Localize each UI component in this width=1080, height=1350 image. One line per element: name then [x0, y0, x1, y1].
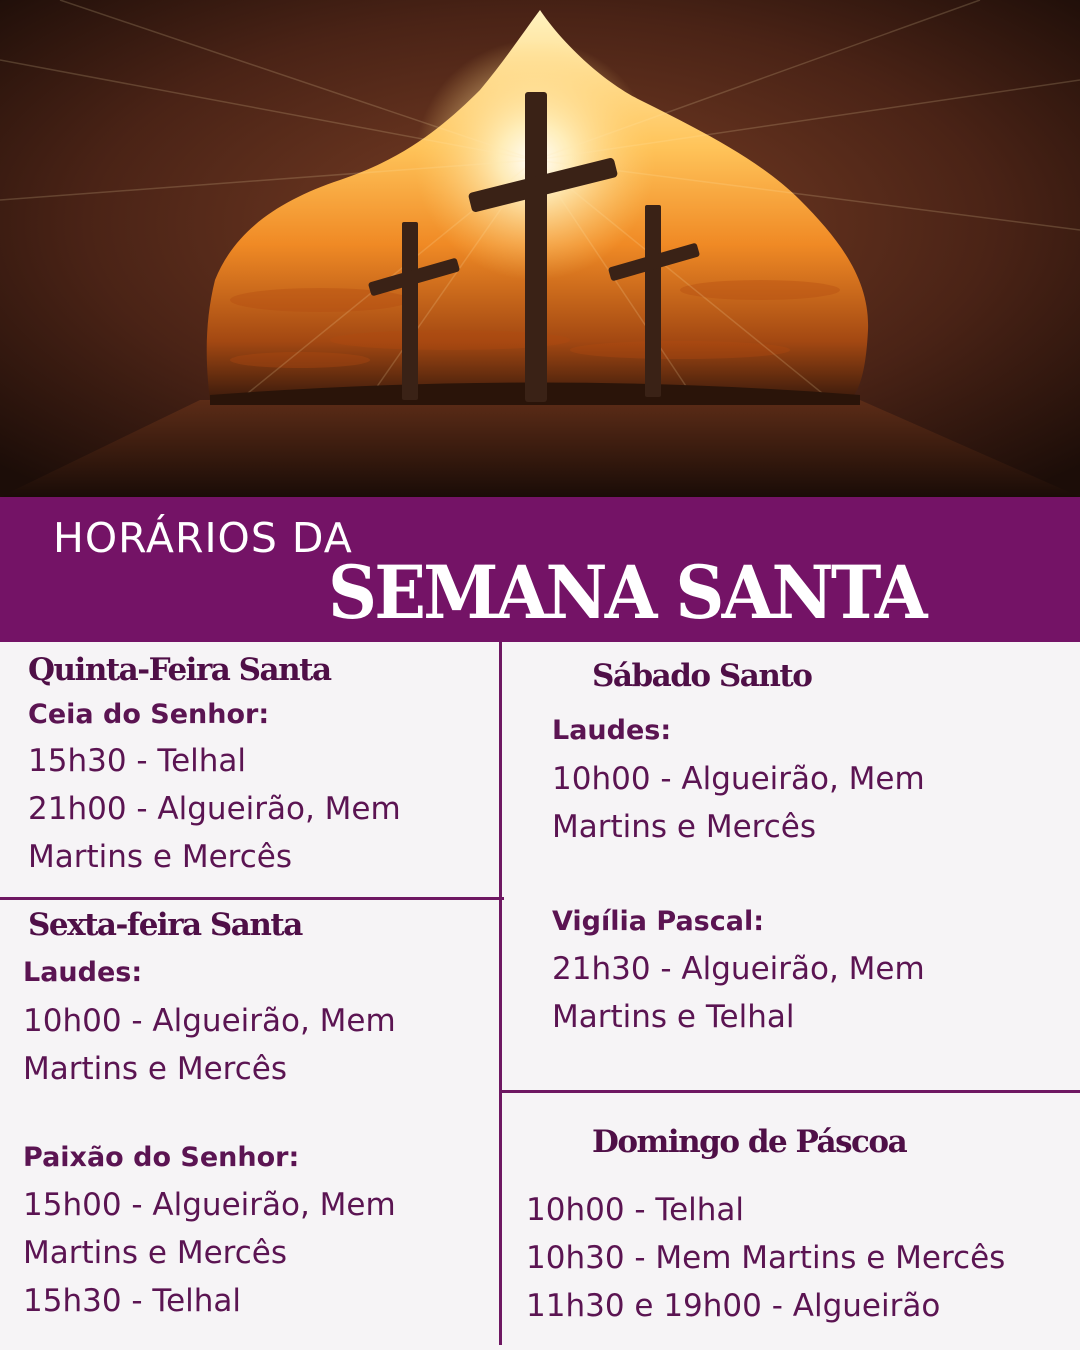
saturday-laudes-line: 10h00 - Algueirão, Mem: [552, 761, 925, 797]
thursday-title: Quinta-Feira Santa: [28, 652, 331, 688]
saturday-vigil-line: Martins e Telhal: [552, 999, 795, 1035]
saturday-vigil-line: 21h30 - Algueirão, Mem: [552, 951, 925, 987]
sunday-line: 10h00 - Telhal: [526, 1192, 745, 1228]
friday-passion-line: Martins e Mercês: [23, 1235, 287, 1271]
friday-title: Sexta-feira Santa: [28, 907, 302, 943]
friday-laudes-label: Laudes:: [23, 957, 143, 988]
friday-passion-line: 15h30 - Telhal: [23, 1283, 242, 1319]
right-horizontal-divider: [500, 1090, 1080, 1093]
thursday-section-label: Ceia do Senhor:: [28, 699, 270, 730]
saturday-title: Sábado Santo: [592, 658, 812, 694]
thursday-line: 15h30 - Telhal: [28, 743, 247, 779]
saturday-laudes-label: Laudes:: [552, 715, 672, 746]
friday-passion-line: 15h00 - Algueirão, Mem: [23, 1187, 396, 1223]
friday-passion-label: Paixão do Senhor:: [23, 1142, 300, 1173]
friday-laudes-line: Martins e Mercês: [23, 1051, 287, 1087]
sunday-line: 11h30 e 19h00 - Algueirão: [526, 1288, 941, 1324]
thursday-line: 21h00 - Algueirão, Mem: [28, 791, 401, 827]
sunday-line: 10h30 - Mem Martins e Mercês: [526, 1240, 1006, 1276]
sunday-title: Domingo de Páscoa: [592, 1124, 907, 1160]
thursday-line: Martins e Mercês: [28, 839, 292, 875]
hero-image: [0, 0, 1080, 497]
left-horizontal-divider: [0, 897, 504, 900]
vertical-divider: [499, 642, 502, 1345]
banner-subtitle: HORÁRIOS DA: [53, 514, 353, 562]
cave-crosses-illustration: [0, 0, 1080, 497]
banner-title: SEMANA SANTA: [328, 550, 925, 636]
saturday-laudes-line: Martins e Mercês: [552, 809, 816, 845]
friday-laudes-line: 10h00 - Algueirão, Mem: [23, 1003, 396, 1039]
saturday-vigil-label: Vigília Pascal:: [552, 906, 765, 937]
